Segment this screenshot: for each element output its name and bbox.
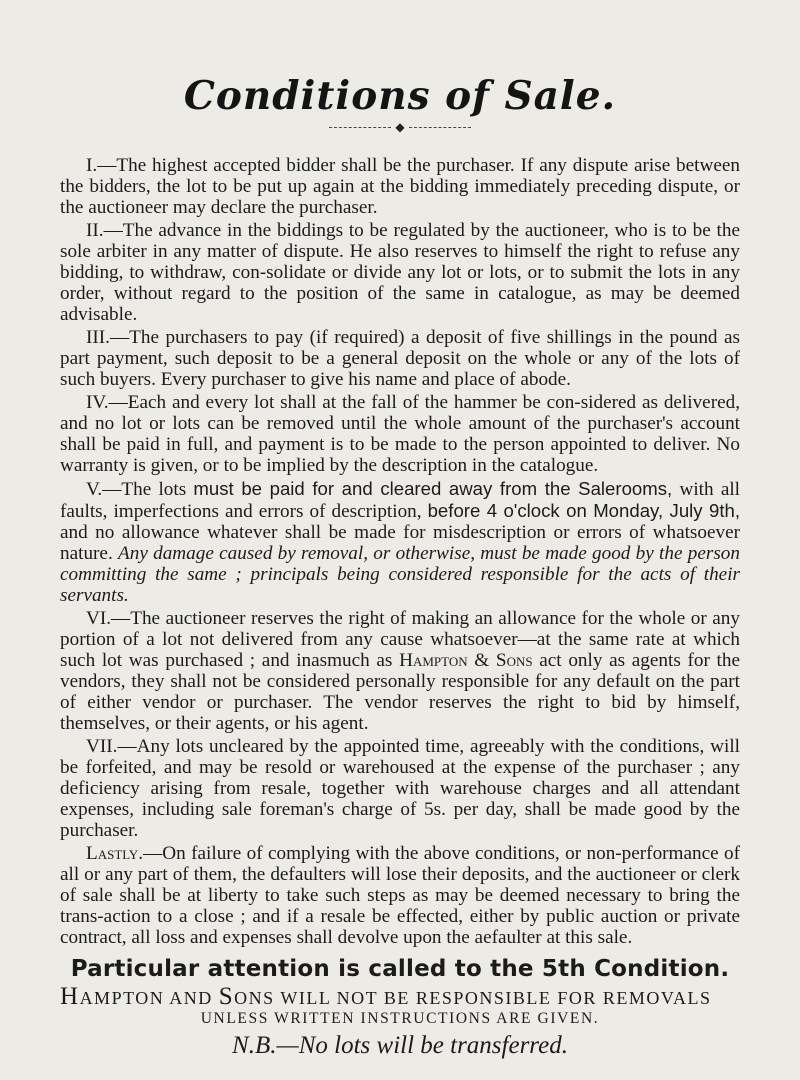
attention-notice: Particular attention is called to the 5th Condition. — [70, 956, 730, 982]
condition-label: Lastly. — [86, 843, 144, 864]
ornament-rule-right — [409, 127, 471, 128]
condition-label: I. — [86, 155, 98, 176]
condition-1 — [60, 155, 740, 218]
removals-notice-line-2: UNLESS WRITTEN INSTRUCTIONS ARE GIVEN. — [200, 1010, 600, 1027]
condition-lastly — [60, 843, 740, 948]
notice-text-ampton: AMPTON AND — [79, 988, 219, 1008]
condition-label: IV. — [86, 392, 109, 413]
condition-3 — [60, 327, 740, 390]
condition-text-start: —The lots — [102, 479, 194, 500]
condition-label: II. — [86, 220, 104, 241]
notice-initial-s: S — [218, 983, 235, 1010]
condition-text: —Each and every lot shall at the fall of the hammer be con-sidered as delivered, and no lot or lots can be removed until the whole amount of the purchaser's account shall be paid in full, and payment is to be made to the person appointed to deliver. No warranty is given, or to be implied by the description in the catalogue. — [60, 392, 740, 476]
condition-5 — [60, 478, 740, 606]
notice-text-ons: ONS WILL NOT BE RESPONSIBLE FOR REMOVALS — [234, 988, 712, 1008]
condition-text-end: act only as agents for the vendors, they shall not be considered personally responsible for any default on the part of either vendor or purchaser. The vendor reserves the right to bid by himself, themselves, or their agents, or his agent. — [60, 650, 740, 734]
page-title: Conditions of Sale. — [183, 73, 617, 119]
condition-text: —The highest accepted bidder shall be the purchaser. If any dispute arise between the bidders, the lot to be put up again at the bidding immediately preceding dispute, or the auctioneer may declare the purchaser. — [60, 155, 740, 218]
diamond-icon: ◆ — [395, 120, 405, 134]
condition-text-mid: with all faults, imperfections and errors of description, — [60, 479, 741, 522]
condition-6 — [60, 608, 740, 734]
condition-text: —The advance in the biddings to be regulated by the auctioneer, who is to be the sole arbiter in any matter of dispute. He also reserves to himself the right to refuse any bidding, to withdraw, con-solidate or divide any lot or lots, or to submit the lots in any order, without regard to the position of the same in catalogue, as may be deemed advisable. — [60, 220, 740, 325]
removals-notice-line-1 — [60, 983, 740, 1010]
condition-4 — [60, 392, 740, 476]
condition-label: V. — [86, 479, 103, 500]
condition-text-start: —The auctioneer reserves the right of making an allowance for the whole or any portion of a lot not delivered from any cause whatsoever—at the same rate at which such lot was purchased ; and inasmuch as — [60, 608, 740, 671]
title-ornament — [60, 121, 740, 133]
firm-name: Hampton & Sons — [399, 650, 533, 671]
condition-text: —Any lots uncleared by the appointed time, agreeably with the conditions, will be forfeited, and may be resold or warehoused at the expense of the purchaser ; any deficiency arising from resale, together with warehouse charges and all attendant expenses, including sale foreman's charge of 5s. per day, shall be made good by the purchaser. — [60, 736, 740, 841]
condition-emphasis-deadline: before 4 o'clock on Monday, July 9th, — [427, 500, 741, 521]
condition-2 — [60, 220, 740, 325]
condition-text: —On failure of complying with the above conditions, or non-performance of all or any part of them, the defaulters will lose their deposits, and the auctioneer or clerk of sale shall be at liberty to take such steps as may be deemed necessary to bring the trans-action to a close ; and if a resale be effected, either by public auction or private contract, all loss and expenses shall devolve upon the aefaulter at this sale. — [60, 843, 740, 948]
condition-label: VI. — [86, 608, 112, 629]
condition-label: VII. — [86, 736, 118, 757]
condition-italic-damage: Any damage caused by removal, or otherwise, must be made good by the person committing the same ; principals being considered responsible for the acts of their servants. — [60, 543, 740, 606]
condition-label: III. — [86, 327, 110, 348]
condition-emphasis-removal: must be paid for and cleared away from the Salerooms, — [193, 478, 673, 499]
nota-bene: N.B.—No lots will be transferred. — [232, 1032, 568, 1059]
ornament-rule-left — [329, 127, 391, 128]
condition-7 — [60, 736, 740, 841]
notice-initial-h: H — [60, 983, 80, 1010]
condition-text: —The purchasers to pay (if required) a deposit of five shillings in the pound as part payment, such deposit to be a general deposit on the whole or any of the lots of such buyers. Every purchaser to give his name and place of abode. — [60, 327, 740, 390]
condition-text-mid2: and no allowance whatever shall be made for misdescription or errors of whatsoever nature. — [60, 522, 740, 564]
